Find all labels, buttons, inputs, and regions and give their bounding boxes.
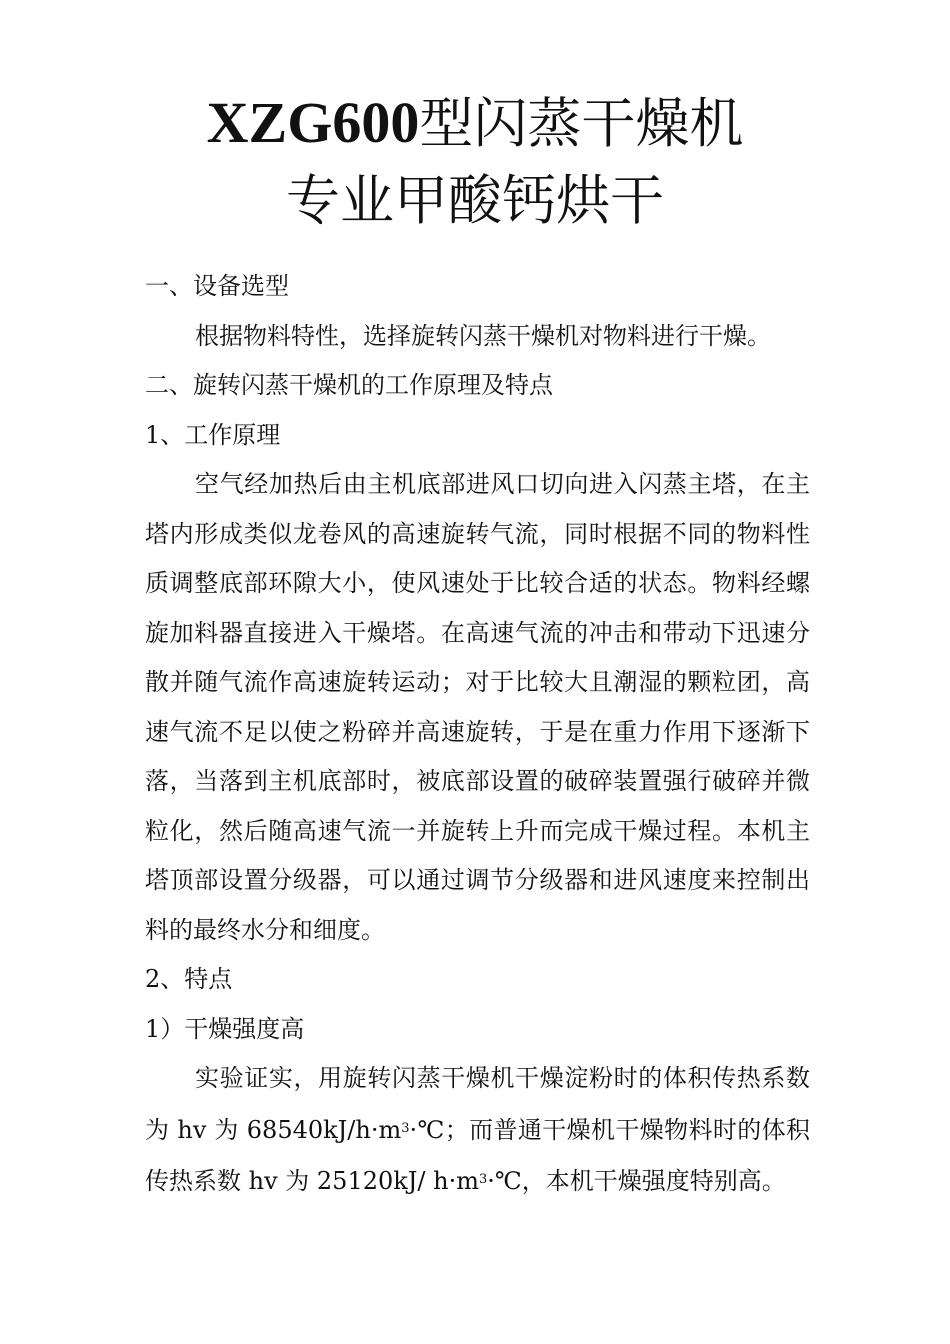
drying-intensity-text-part-1: 实验证实，用旋转闪蒸干燥机干燥淀粉时的体积传热系数为 hv 为 68540kJ/h·m [145, 1064, 810, 1144]
section-heading-equipment-selection: 一、设备选型 [145, 272, 289, 300]
document-title-line-2: 专业甲酸钙烘干 [286, 169, 664, 232]
title-model-number: XZG600 [206, 90, 420, 155]
subsection-heading-working-principle: 1、工作原理 [145, 420, 281, 449]
paragraph-drying-intensity [145, 1054, 810, 1207]
document-body [145, 262, 810, 1207]
subsection-heading-features: 2、特点 [145, 965, 233, 993]
paragraph-working-principle: 空气经加热后由主机底部进风口切向进入闪蒸主塔，在主塔内形成类似龙卷风的高速旋转气流，同时根据不同的物料性质调整底部环隙大小，使风速处于比较合适的状态。物料经螺旋加料器直接进入干燥塔。在高速气流的冲击和带动下迅速分散并随气流作高速旋转运动；对于比较大且潮湿的颗粒团，高速气流不足以使之粉碎并高速旋转，于是在重力作用下逐渐下落，当落到主机底部时，被底部设置的破碎装置强行破碎并微粒化，然后随高速气流一并旋转上升而完成干燥过程。本机主塔顶部设置分级器，可以通过调节分级器和进风速度来控制出料的最终水分和细度。 [145, 470, 810, 944]
drying-intensity-text-part-3: ·℃，本机干燥强度特别高。 [487, 1167, 786, 1195]
superscript-cubic-2: 3 [478, 1172, 488, 1187]
feature-heading-drying-intensity: 1）干燥强度高 [145, 1014, 305, 1043]
section-heading-principle-and-features: 二、旋转闪蒸干燥机的工作原理及特点 [145, 371, 553, 399]
superscript-cubic-1: 3 [401, 1120, 410, 1136]
title-machine-name: 型闪蒸干燥机 [419, 92, 744, 155]
drying-intensity-text-part-2: ·℃；而普通干燥机干燥物料时的体积传热系数 hv 为 25120kJ/ h·m [145, 1115, 811, 1195]
document-title-line-1 [0, 84, 950, 163]
paragraph-equipment-selection: 根据物料特性，选择旋转闪蒸干燥机对物料进行干燥。 [195, 321, 771, 350]
